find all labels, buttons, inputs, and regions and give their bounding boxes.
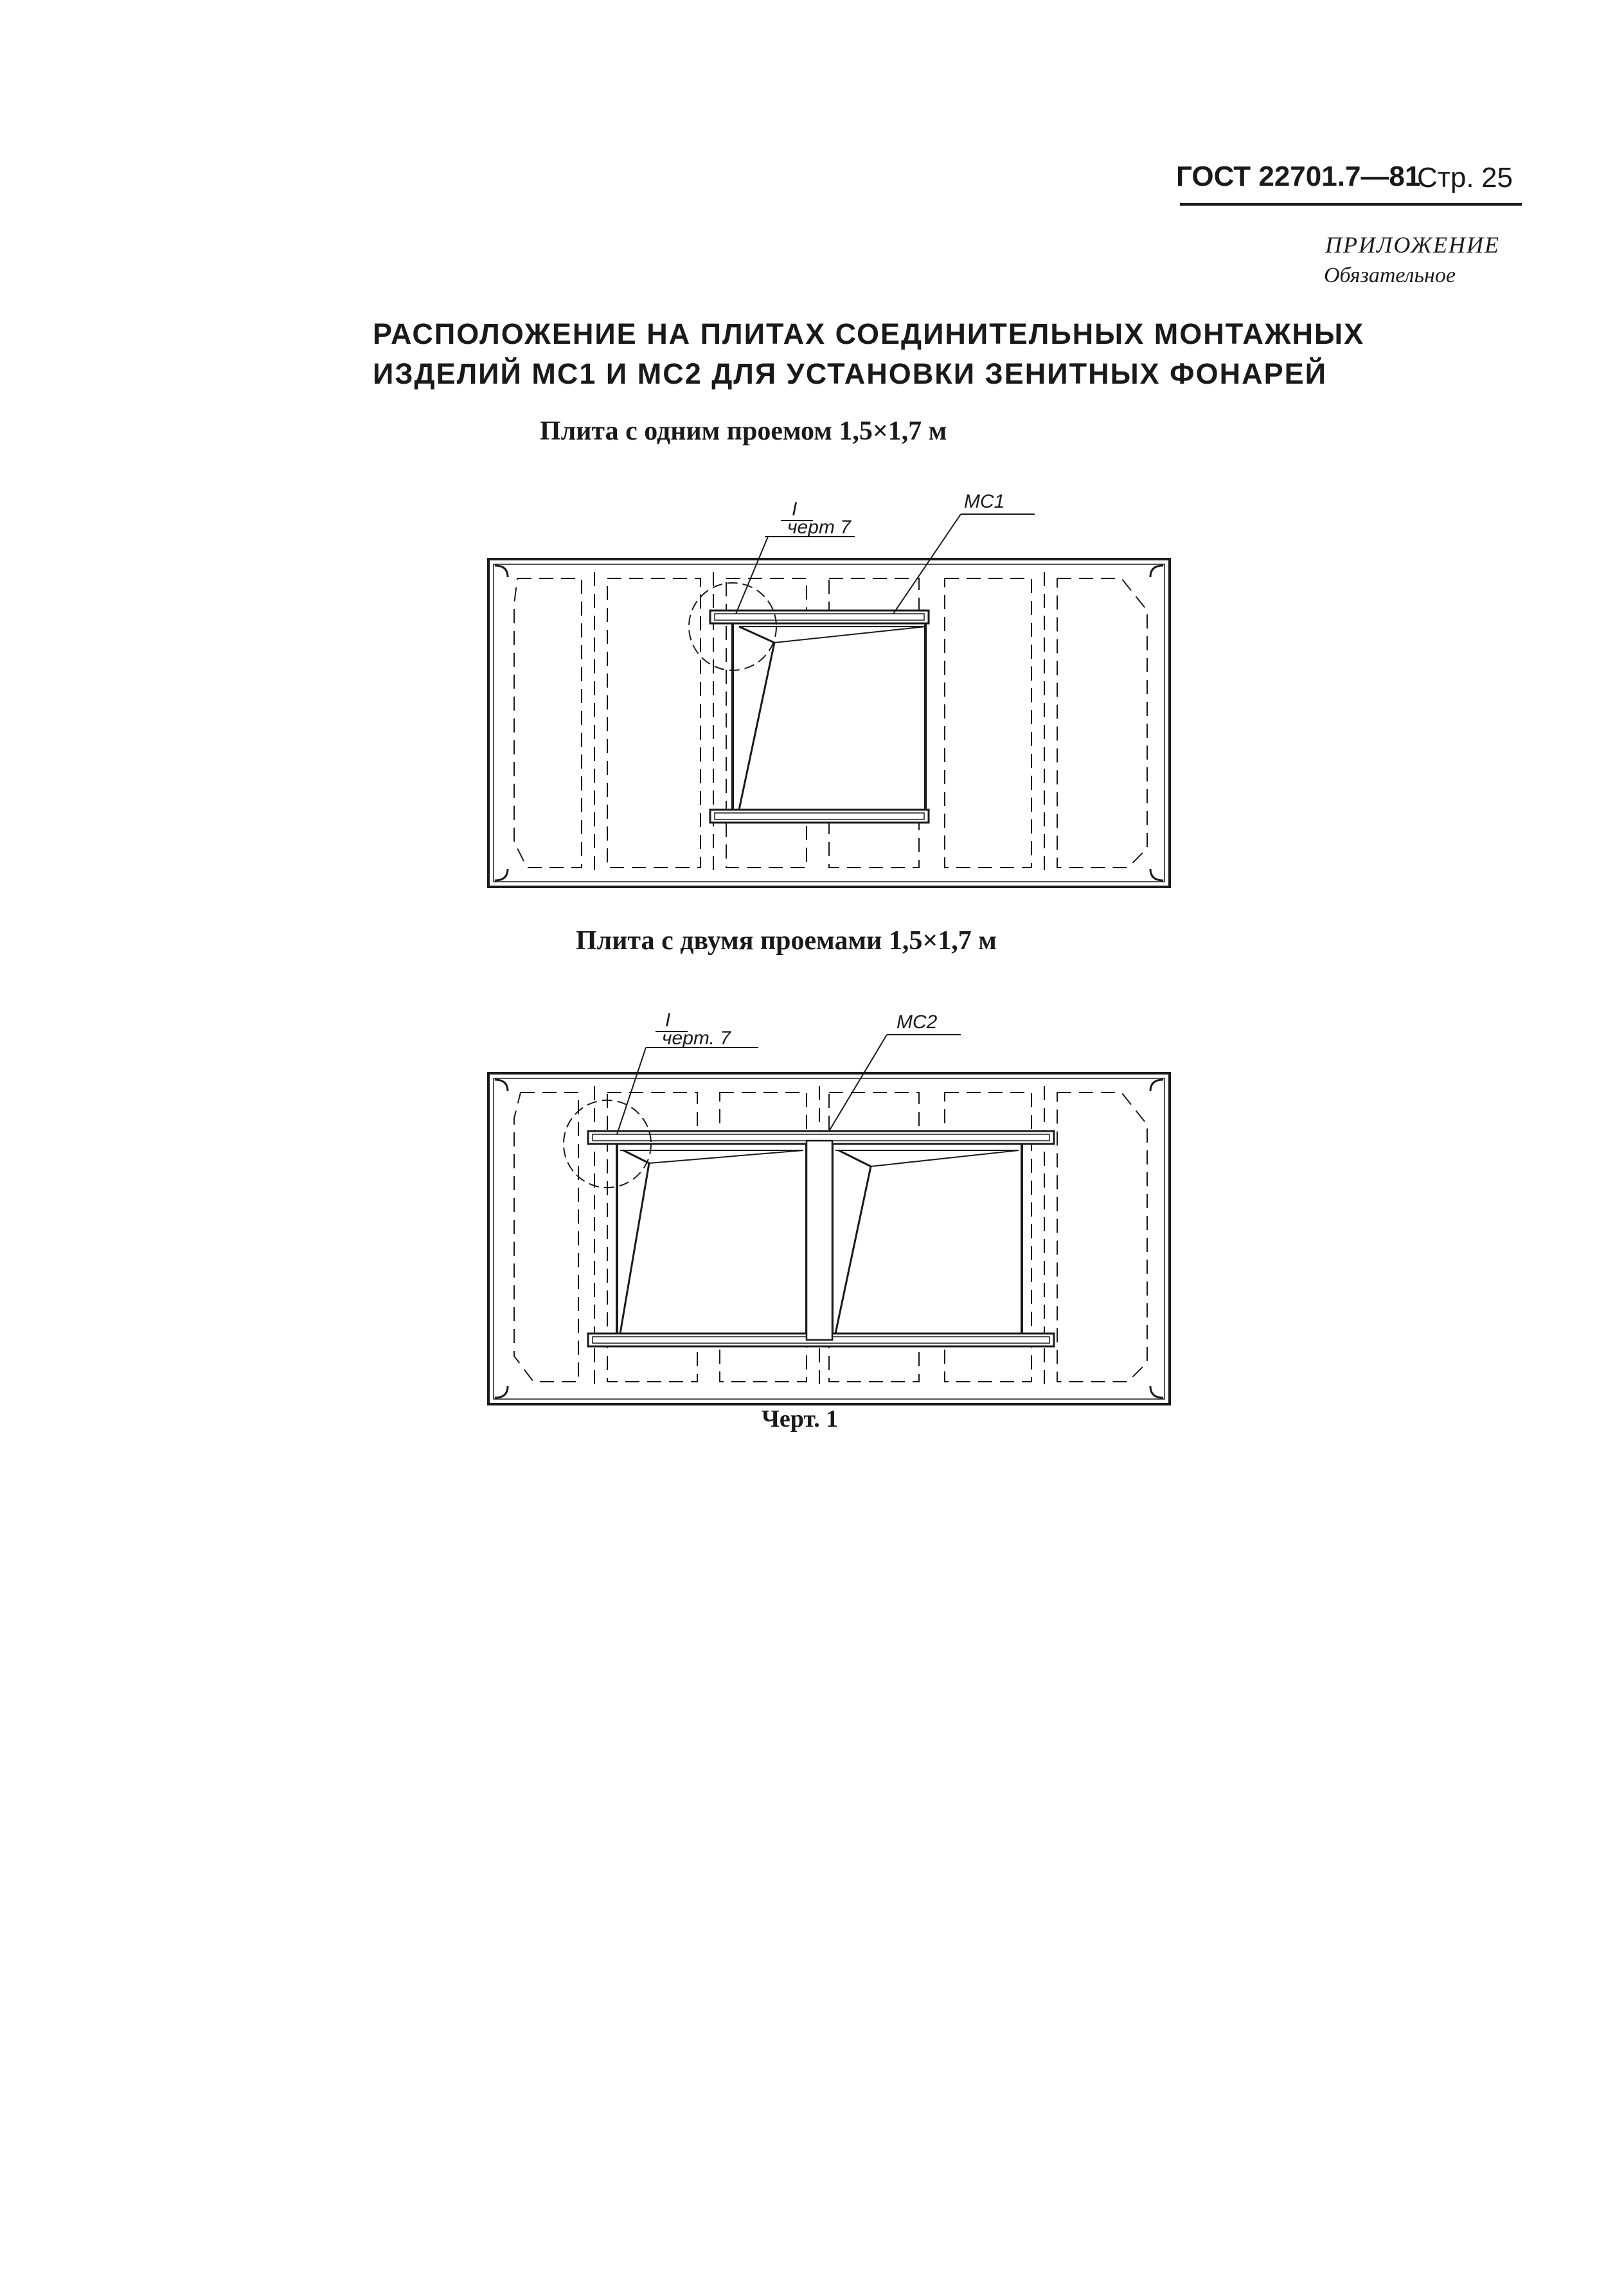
page-number: 25 — [1481, 162, 1513, 193]
drawing-2-callout-number: I — [665, 1010, 671, 1031]
drawing-1-callout-number: I — [792, 499, 798, 520]
drawing-2-caption: Плита с двумя проемами 1,5×1,7 м — [576, 926, 997, 956]
drawing-1-caption: Плита с одним проемом 1,5×1,7 м — [540, 416, 947, 446]
drawing-2-callout-ref: черт. 7 — [662, 1028, 731, 1049]
title-line-1: РАСПОЛОЖЕНИЕ НА ПЛИТАХ СОЕДИНИТЕЛЬНЫХ МОНТАЖНЫХ — [373, 317, 1365, 350]
appendix-type: Обязательное — [1324, 263, 1456, 287]
standard-number: ГОСТ 22701.7—81 — [1176, 161, 1421, 192]
figure-label: Черт. 1 — [762, 1405, 839, 1432]
title-line-2: ИЗДЕЛИЙ МС1 И МС2 ДЛЯ УСТАНОВКИ ЗЕНИТНЫХ ФОНАРЕЙ — [373, 357, 1327, 390]
drawing-1-callout-ref: черт 7 — [787, 517, 851, 538]
drawing-1-part-label: МС1 — [964, 491, 1005, 512]
page-label: Стр. — [1417, 162, 1474, 193]
drawing-2-part-label: МС2 — [897, 1012, 938, 1033]
appendix-label: ПРИЛОЖЕНИЕ — [1325, 232, 1500, 258]
